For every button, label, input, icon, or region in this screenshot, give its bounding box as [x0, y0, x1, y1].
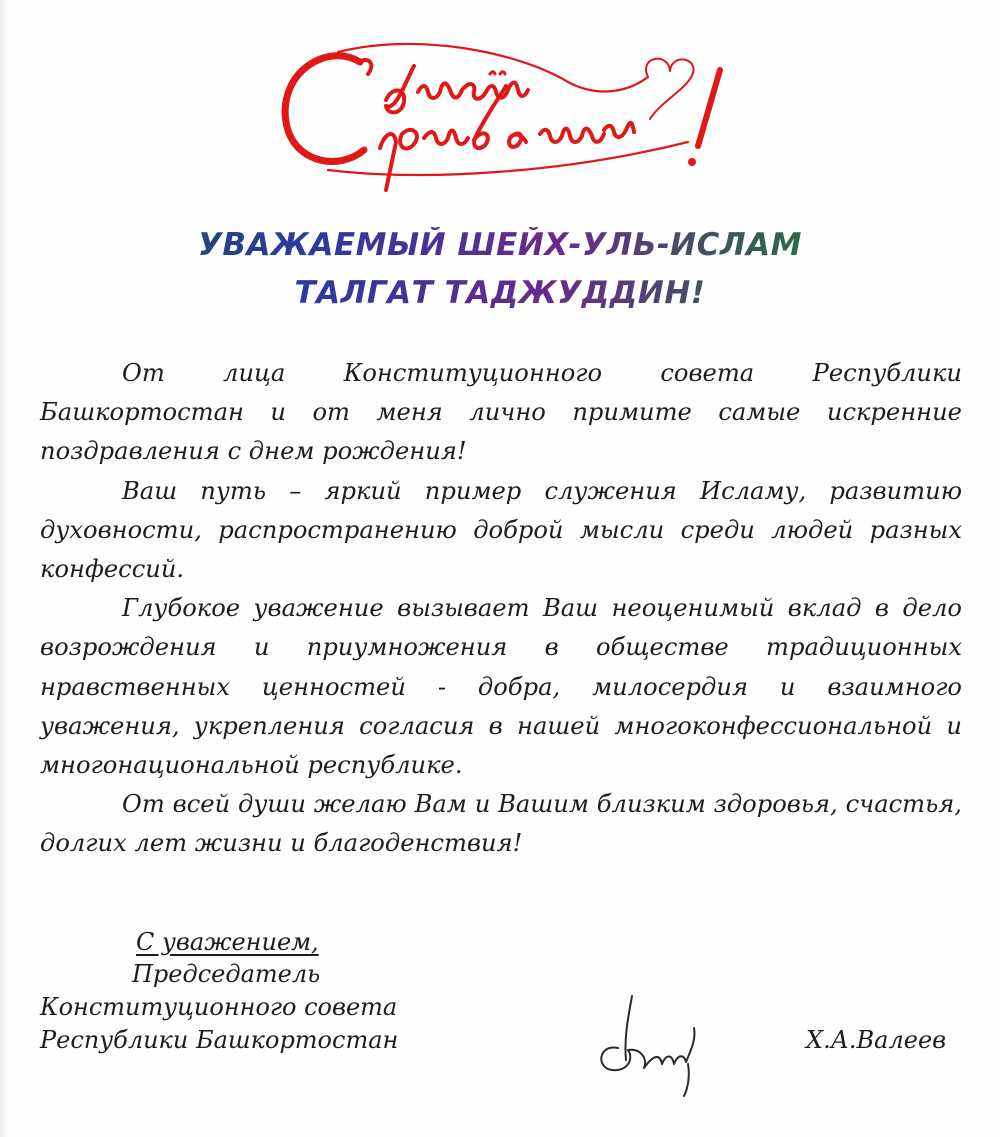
- closing-regards: С уважением,: [136, 928, 319, 956]
- body-paragraph: От всей души желаю Вам и Вашим близким здоровья, счастья, долгих лет жизни и благоденствия!: [40, 790, 962, 858]
- body-paragraph: Ваш путь – яркий пример служения Исламу, развитию духовности, распространению доброй мысли среди людей разных конфессий.: [40, 476, 962, 584]
- signer-republic: Республики Башкортостан: [40, 1026, 399, 1054]
- birthday-script-heading: [268, 22, 748, 202]
- addressee-line-1: УВАЖАЕМЫЙ ШЕЙХ-УЛЬ-ИСЛАМ: [0, 227, 1000, 263]
- handwritten-signature-icon: [588, 988, 718, 1098]
- signer-council: Конституционного совета: [40, 993, 398, 1021]
- addressee-line-2: ТАЛГАТ ТАДЖУДДИН!: [0, 275, 1000, 311]
- signer-name: Х.А.Валеев: [806, 1026, 947, 1054]
- signer-position: Председатель: [132, 960, 321, 988]
- body-paragraph: От лица Конституционного совета Республики Башкортостан и от меня лично примите самые искренние поздравления с днем рождения!: [40, 359, 962, 466]
- script-lettering-icon: [268, 22, 748, 202]
- letter-body: [40, 354, 962, 864]
- page-edge-shadow: [0, 0, 8, 1137]
- body-paragraph: Глубокое уважение вызывает Ваш неоценимый вклад в дело возрождения и приумножения в обществе традиционных нравственных ценностей - добра, милосердия и взаимного уважения, укрепления согласия в нашей многоконфессиональной и многонациональной республике.: [40, 594, 962, 780]
